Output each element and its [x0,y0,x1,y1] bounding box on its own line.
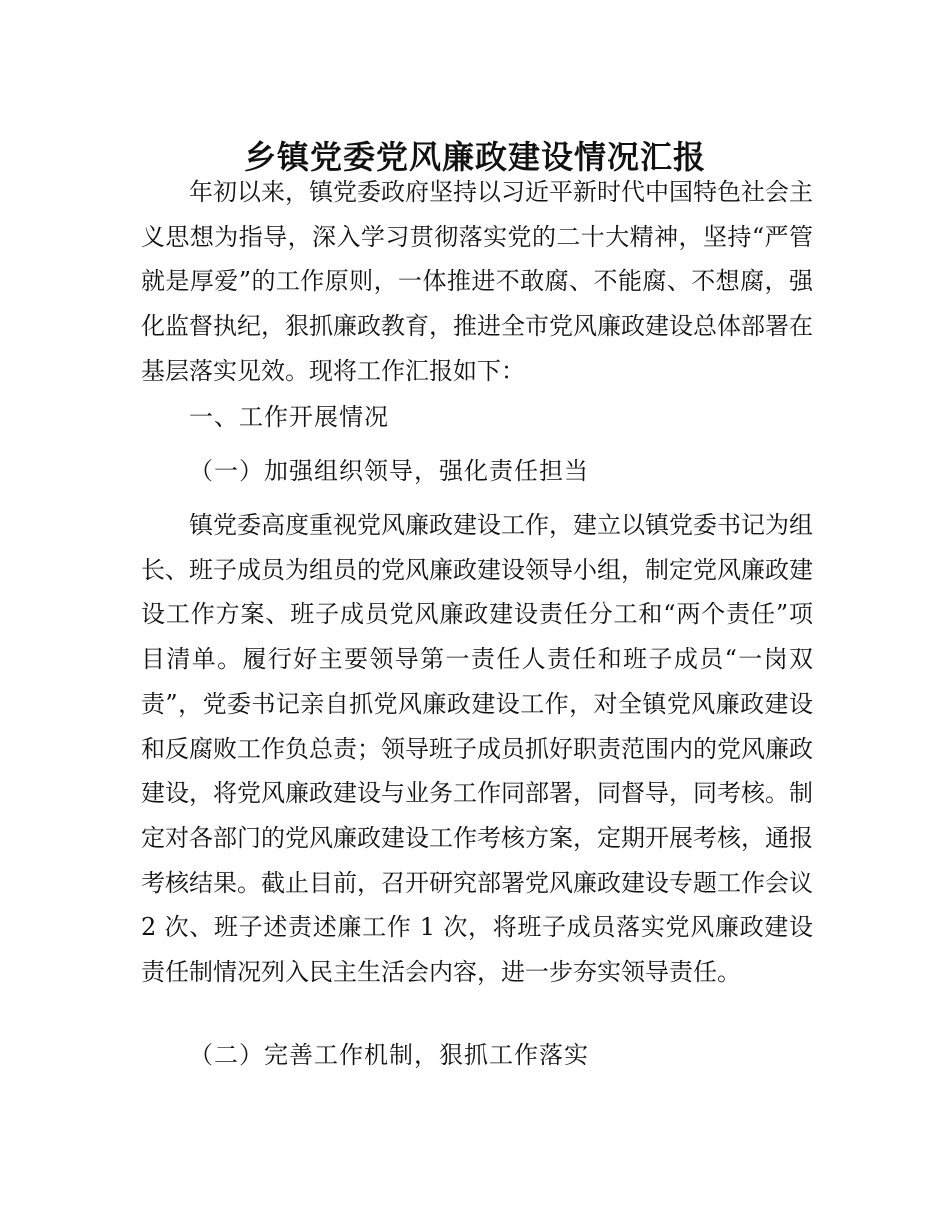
subsection-paragraph-organization: 镇党委高度重视党风廉政建设工作，建立以镇党委书记为组长、班子成员为组员的党风廉政建设领导小组，制定党风廉政建设工作方案、班子成员党风廉政建设责任分工和“两个责任”项目清单。履行好主要领导第一责任人责任和班子成员“一岗双责”，党委书记亲自抓党风廉政建设工作，对全镇党风廉政建设和反腐败工作负总责；领导班子成员抓好职责范围内的党风廉政建设，将党风廉政建设与业务工作同部署，同督导，同考核。制定对各部门的党风廉政建设工作考核方案，定期开展考核，通报考核结果。截止目前，召开研究部署党风廉政建设专题工作会议 2 次、班子述责述廉工作 1 次，将班子成员落实党风廉政建设责任制情况列入民主生活会内容，进一步夯实领导责任。 [141,511,813,987]
subsection-heading-organization: （一）加强组织领导，强化责任担当 [189,457,589,485]
document-title: 乡镇党委党风廉政建设情况汇报 [243,138,706,177]
intro-paragraph: 年初以来，镇党委政府坚持以习近平新时代中国特色社会主义思想为指导，深入学习贯彻落实党的二十大精神，坚持“严管就是厚爱”的工作原则，一体推进不敢腐、不能腐、不想腐，强化监督执纪，狠抓廉政教育，推进全市党风廉政建设总体部署在基层落实见效。现将工作汇报如下： [141,178,813,385]
subsection-heading-mechanism: （二）完善工作机制，狠抓工作落实 [189,1041,589,1069]
section-heading-work-status: 一、工作开展情况 [189,403,389,431]
